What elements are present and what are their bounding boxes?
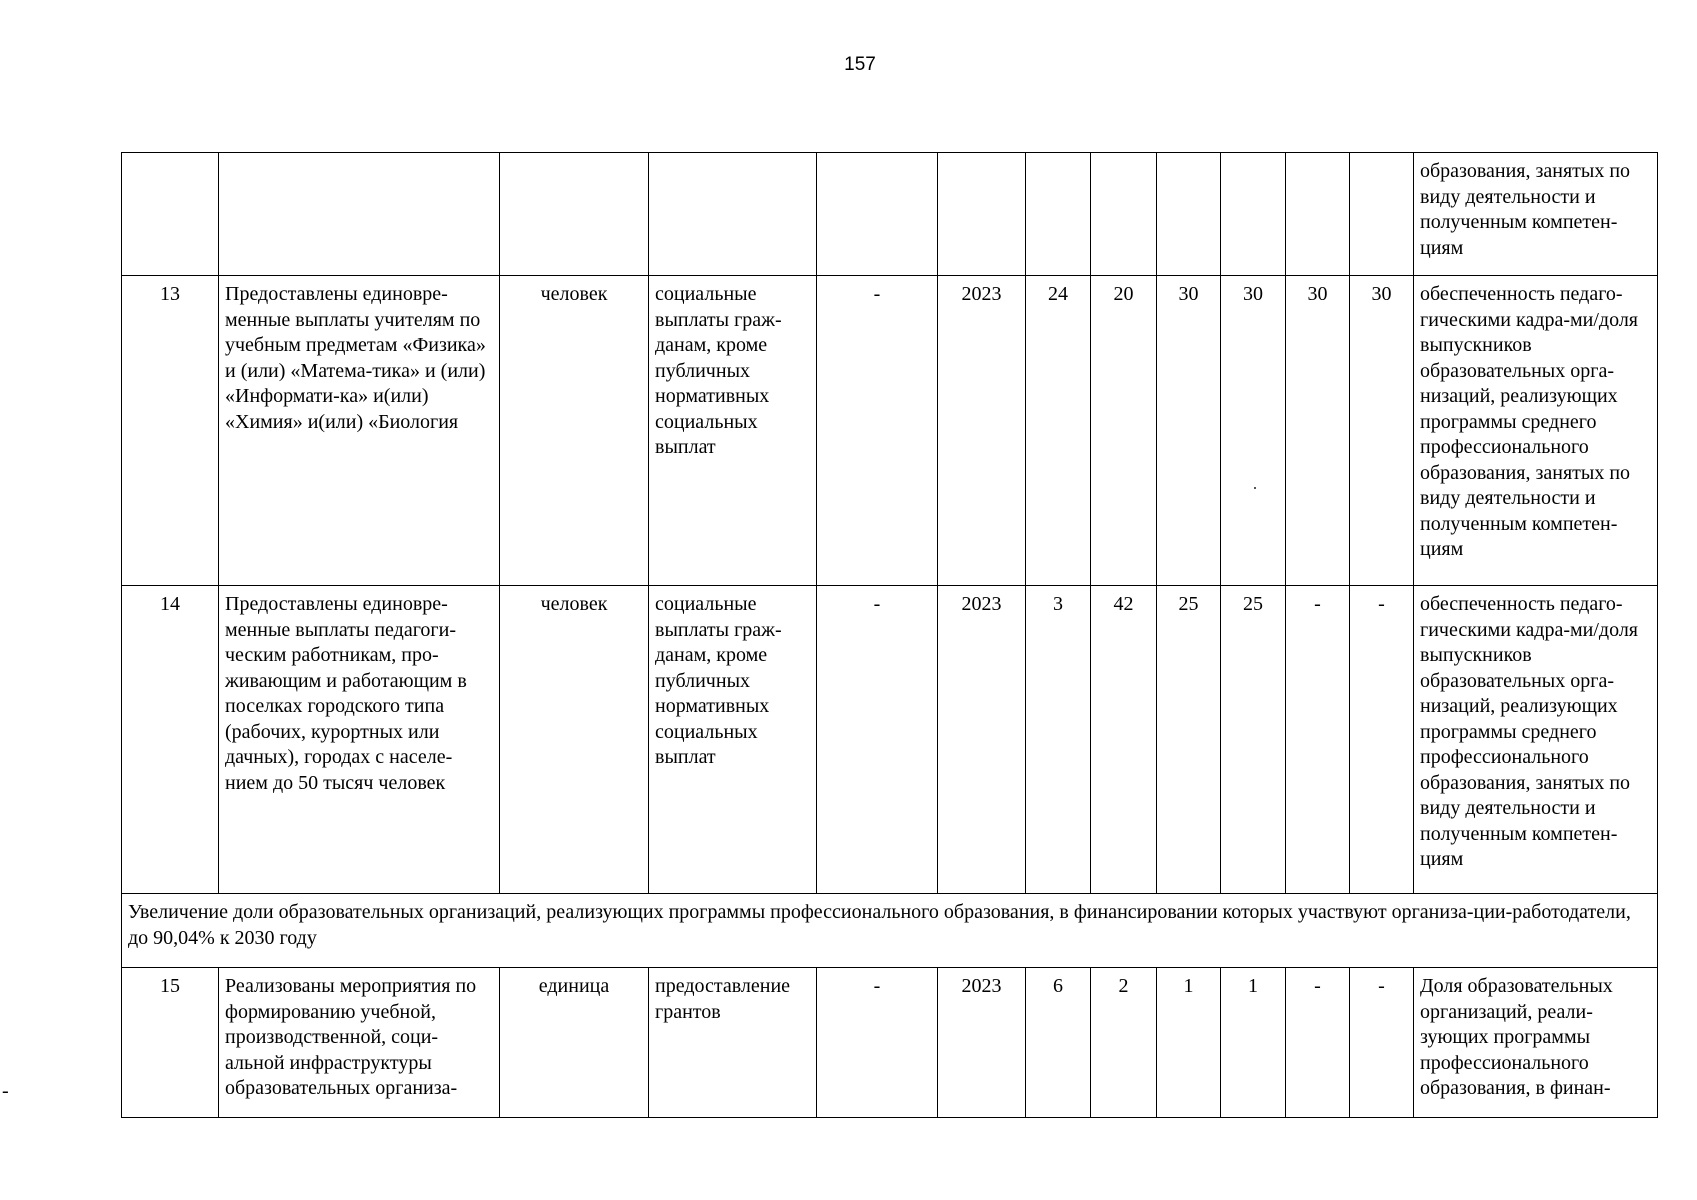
- cell-empty: [817, 153, 938, 276]
- cell-empty: [649, 153, 817, 276]
- cell-empty: [1286, 153, 1350, 276]
- table-row-15: [122, 968, 1658, 1118]
- section-heading: Увеличение доли образовательных организаций, реализующих программы профессионального образования, в финансировании которых участвуют организа-ции-работодатели, до 90,04% к 2030 году: [122, 894, 1658, 968]
- continuation-row: [122, 153, 1658, 276]
- cell-value: 25: [1221, 586, 1286, 894]
- cell-empty: [122, 153, 219, 276]
- cell-value: -: [1350, 586, 1414, 894]
- table-row-13: [122, 276, 1658, 586]
- cell-empty: [1221, 153, 1286, 276]
- cell-value: 20: [1091, 276, 1157, 586]
- cell-empty: [938, 153, 1026, 276]
- cell-result-name: Реализованы мероприятия по формированию учебной, производственной, соци-альной инфраструктуры образовательных организа-: [219, 968, 500, 1118]
- cell-number: 13: [122, 276, 219, 586]
- cell-indicator: образования, занятых по виду деятельности и полученным компетен-циям: [1414, 153, 1658, 276]
- cell-value: 6: [1026, 968, 1091, 1118]
- cell-empty: [1157, 153, 1221, 276]
- cell-type: социальные выплаты граж-данам, кроме публичных нормативных социальных выплат: [649, 276, 817, 586]
- cell-value: -: [1286, 968, 1350, 1118]
- cell-empty: [1350, 153, 1414, 276]
- cell-value: 30: [1157, 276, 1221, 586]
- cell-value: 1: [1157, 968, 1221, 1118]
- cell-base-year: 2023: [938, 276, 1026, 586]
- cell-indicator: обеспеченность педаго-гическими кадра-ми/доля выпускников образовательных орга-низаций, реализующих программы среднего профессионального образования, занятых по виду деятельности и полученным компетен-циям: [1414, 276, 1658, 586]
- cell-result-name: Предоставлены единовре-менные выплаты педагоги-ческим работникам, про-живающим и работающим в поселках городского типа (рабочих, курортных или дачных), городах с населе-нием до 50 тысяч человек: [219, 586, 500, 894]
- cell-number: 14: [122, 586, 219, 894]
- cell-type: предоставление грантов: [649, 968, 817, 1118]
- cell-value: 30: [1350, 276, 1414, 586]
- page-number: 157: [844, 54, 876, 75]
- cell-indicator: обеспеченность педаго-гическими кадра-ми/доля выпускников образовательных орга-низаций, реализующих программы среднего профессионального образования, занятых по виду деятельности и полученным компетен-циям: [1414, 586, 1658, 894]
- results-table: [121, 152, 1658, 1118]
- cell-value: 24: [1026, 276, 1091, 586]
- table-row-14: [122, 586, 1658, 894]
- cell-result-name: Предоставлены единовре-менные выплаты учителям по учебным предметам «Физика» и (или) «Матема-тика» и (или) «Информати-ка» и(или) «Химия» и(или) «Биология: [219, 276, 500, 586]
- cell-base-value: -: [817, 586, 938, 894]
- cell-value: 2: [1091, 968, 1157, 1118]
- margin-mark: -: [2, 1080, 9, 1102]
- cell-empty: [500, 153, 649, 276]
- cell-indicator: Доля образовательных организаций, реали-зующих программы профессионального образования, в финан-: [1414, 968, 1658, 1118]
- cell-unit: единица: [500, 968, 649, 1118]
- cell-base-value: -: [817, 968, 938, 1118]
- cell-base-year: 2023: [938, 586, 1026, 894]
- cell-value: 30: [1286, 276, 1350, 586]
- cell-number: 15: [122, 968, 219, 1118]
- cell-empty: [219, 153, 500, 276]
- cell-value: -: [1350, 968, 1414, 1118]
- cell-value: 1: [1221, 968, 1286, 1118]
- cell-value: -: [1286, 586, 1350, 894]
- cell-unit: человек: [500, 276, 649, 586]
- cell-value: 25: [1157, 586, 1221, 894]
- cell-empty: [1026, 153, 1091, 276]
- cell-empty: [1091, 153, 1157, 276]
- cell-value: 3: [1026, 586, 1091, 894]
- section-heading-row: [122, 894, 1658, 968]
- cell-type: социальные выплаты граж-данам, кроме публичных нормативных социальных выплат: [649, 586, 817, 894]
- cell-value: 30: [1221, 276, 1286, 586]
- cell-base-year: 2023: [938, 968, 1026, 1118]
- cell-base-value: -: [817, 276, 938, 586]
- cell-unit: человек: [500, 586, 649, 894]
- cell-value: 42: [1091, 586, 1157, 894]
